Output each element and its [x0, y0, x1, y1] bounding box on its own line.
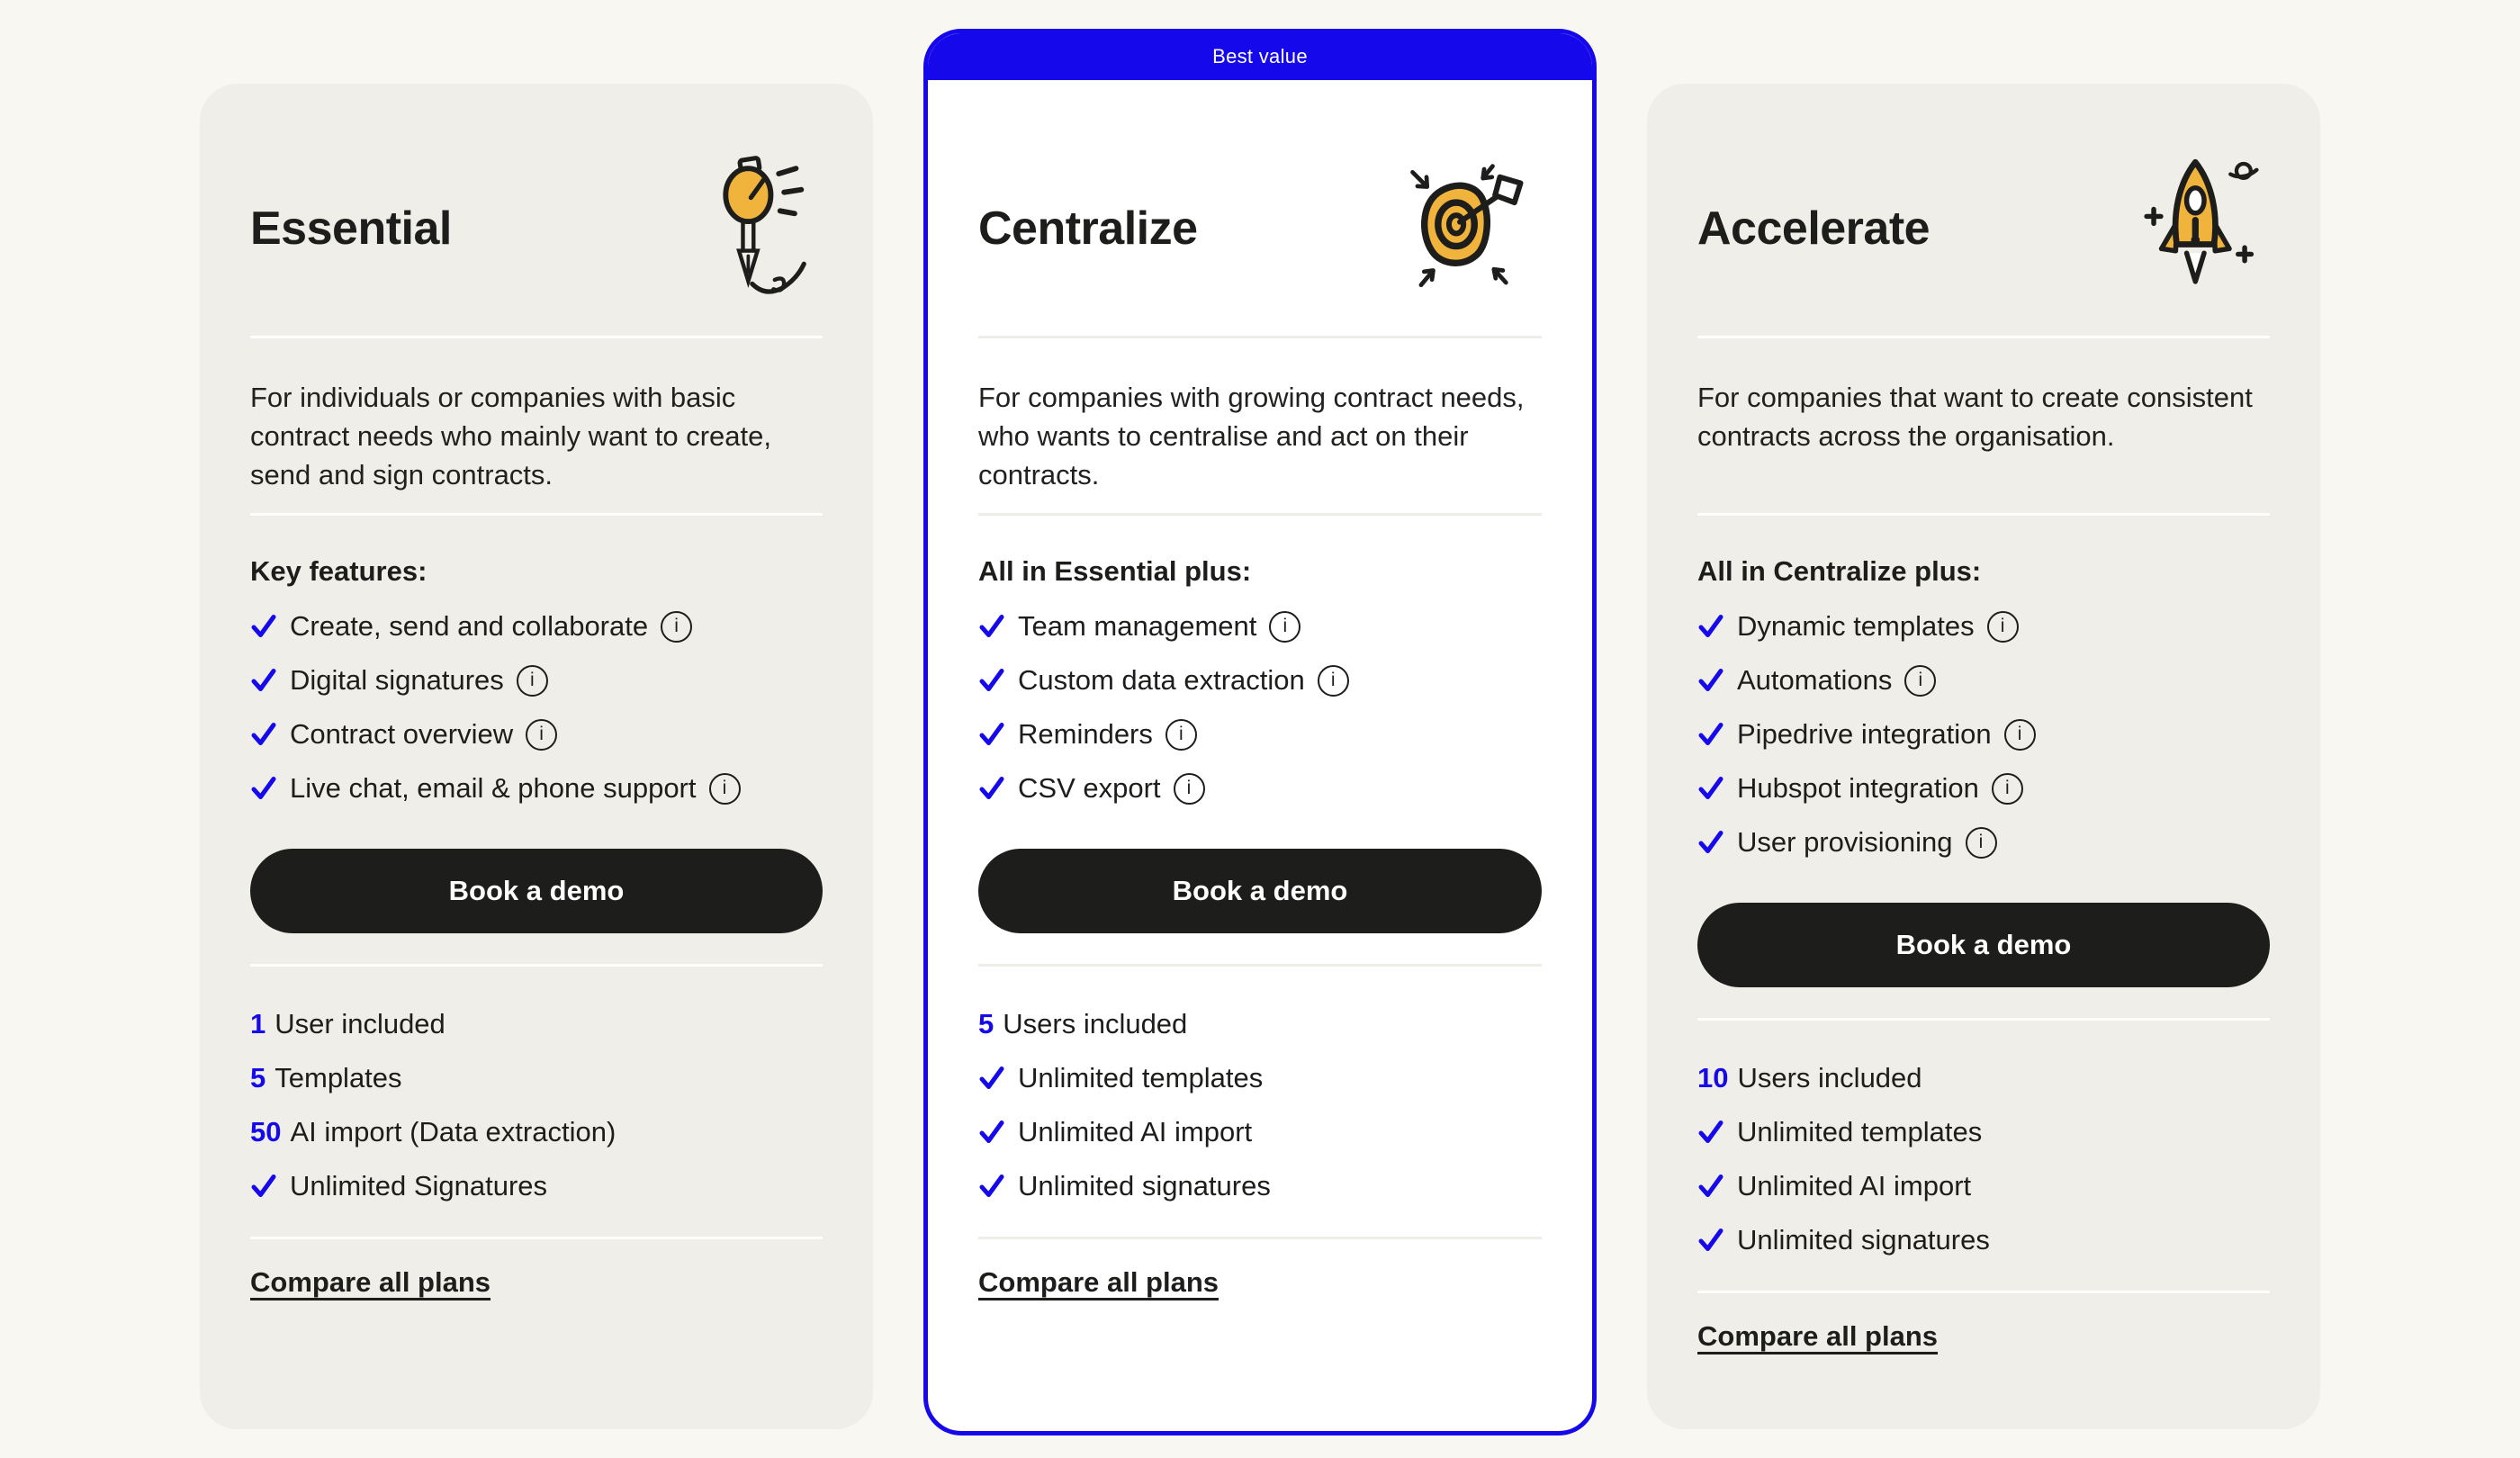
rocket-icon — [2138, 157, 2264, 302]
allowance-value: 5 — [250, 1062, 266, 1094]
allowance-row — [250, 1168, 823, 1204]
book-demo-button[interactable]: Book a demo — [978, 849, 1542, 933]
feature-list — [250, 609, 823, 806]
feature-label: Hubspot integration — [1737, 772, 1979, 804]
allowance-label: Unlimited signatures — [1018, 1170, 1271, 1202]
best-value-badge: Best value — [928, 33, 1592, 80]
check-icon — [250, 721, 277, 748]
plan-header — [1697, 152, 2270, 305]
divider — [250, 336, 823, 338]
target-icon — [1397, 161, 1536, 297]
check-icon — [1697, 1119, 1724, 1146]
divider — [1697, 1018, 2270, 1021]
feature-row — [978, 663, 1542, 698]
allowance-list — [1697, 1060, 2270, 1258]
plan-header — [978, 152, 1542, 305]
plan-description: For companies with growing contract needs, who wants to centralise and act on their contracts. — [978, 382, 1525, 490]
allowance-row — [1697, 1060, 2270, 1096]
allowance-row — [978, 1168, 1542, 1204]
allowance-label: Unlimited signatures — [1737, 1224, 1990, 1256]
allowance-label: Users included — [1003, 1008, 1188, 1040]
feature-label: Reminders — [1018, 718, 1153, 750]
check-icon — [1697, 1227, 1724, 1254]
info-icon[interactable]: i — [526, 719, 557, 751]
allowance-list — [250, 1006, 823, 1204]
allowance-row — [250, 1060, 823, 1096]
check-icon — [1697, 1173, 1724, 1200]
check-icon — [978, 1065, 1005, 1092]
check-icon — [250, 613, 277, 640]
divider — [1697, 1291, 2270, 1293]
plan-title: Accelerate — [1697, 202, 1930, 255]
feature-label: CSV export — [1018, 772, 1161, 804]
allowance-label: Templates — [274, 1062, 402, 1094]
info-icon[interactable]: i — [1166, 719, 1197, 751]
info-icon[interactable]: i — [661, 611, 692, 643]
allowance-label: Unlimited templates — [1018, 1062, 1264, 1094]
allowance-label: Users included — [1737, 1062, 1922, 1094]
info-icon[interactable]: i — [1269, 611, 1300, 643]
divider — [978, 1237, 1542, 1239]
check-icon — [978, 721, 1005, 748]
feature-row — [978, 609, 1542, 644]
allowance-row — [1697, 1222, 2270, 1258]
info-icon[interactable]: i — [1987, 611, 2019, 643]
allowance-label: Unlimited templates — [1737, 1116, 1983, 1148]
allowance-label: Unlimited AI import — [1018, 1116, 1253, 1148]
check-icon — [250, 1173, 277, 1200]
check-icon — [1697, 613, 1724, 640]
feature-label: Automations — [1737, 664, 1893, 696]
plan-card-accelerate — [1647, 84, 2320, 1429]
check-icon — [1697, 667, 1724, 694]
info-icon[interactable]: i — [2004, 719, 2036, 751]
feature-label: Custom data extraction — [1018, 664, 1305, 696]
check-icon — [1697, 721, 1724, 748]
feature-row — [1697, 771, 2270, 806]
feature-row — [1697, 717, 2270, 752]
check-icon — [1697, 775, 1724, 802]
allowance-row — [978, 1114, 1542, 1150]
divider — [1697, 336, 2270, 338]
divider — [250, 1237, 823, 1239]
allowance-value: 1 — [250, 1008, 266, 1040]
feature-row — [1697, 609, 2270, 644]
feature-label: Create, send and collaborate — [290, 610, 649, 642]
allowance-label: AI import (Data extraction) — [290, 1116, 616, 1148]
allowance-row — [250, 1114, 823, 1150]
feature-row — [250, 717, 823, 752]
feature-row — [250, 609, 823, 644]
info-icon[interactable]: i — [517, 665, 548, 697]
plan-card-centralize — [923, 29, 1597, 1436]
divider — [978, 964, 1542, 967]
compare-all-plans-link[interactable]: Compare all plans — [250, 1266, 491, 1298]
feature-label: Live chat, email & phone support — [290, 772, 697, 804]
feature-list — [978, 609, 1542, 806]
allowance-label: Unlimited Signatures — [290, 1170, 548, 1202]
feature-row — [1697, 825, 2270, 860]
feature-row — [978, 771, 1542, 806]
feature-row — [250, 663, 823, 698]
plan-description: For companies that want to create consistent contracts across the organisation. — [1697, 382, 2253, 452]
allowance-row — [1697, 1114, 2270, 1150]
pen-icon — [691, 155, 817, 303]
divider — [250, 964, 823, 967]
divider — [978, 336, 1542, 338]
book-demo-button[interactable]: Book a demo — [1697, 903, 2270, 987]
compare-all-plans-link[interactable]: Compare all plans — [1697, 1320, 1939, 1352]
allowance-value: 5 — [978, 1008, 994, 1040]
feature-label: Team management — [1018, 610, 1257, 642]
feature-label: User provisioning — [1737, 826, 1953, 858]
check-icon — [978, 667, 1005, 694]
features-heading: Key features: — [250, 555, 428, 587]
feature-row — [1697, 663, 2270, 698]
feature-label: Pipedrive integration — [1737, 718, 1992, 750]
divider — [1697, 513, 2270, 516]
info-icon[interactable]: i — [1904, 665, 1936, 697]
allowance-row — [978, 1006, 1542, 1042]
plan-title: Essential — [250, 202, 452, 255]
info-icon[interactable]: i — [1318, 665, 1349, 697]
allowance-row — [1697, 1168, 2270, 1204]
plan-header — [250, 152, 823, 305]
check-icon — [978, 1173, 1005, 1200]
check-icon — [978, 613, 1005, 640]
feature-label: Contract overview — [290, 718, 514, 750]
allowance-row — [978, 1060, 1542, 1096]
plan-description: For individuals or companies with basic contract needs who mainly want to create, send and sign contracts. — [250, 382, 771, 490]
plan-card-essential — [200, 84, 873, 1429]
features-heading: All in Essential plus: — [978, 555, 1252, 587]
feature-list — [1697, 609, 2270, 860]
info-icon[interactable]: i — [1966, 827, 1997, 859]
features-heading: All in Centralize plus: — [1697, 555, 1982, 587]
allowance-value: 10 — [1697, 1062, 1729, 1094]
allowance-label: Unlimited AI import — [1737, 1170, 1972, 1202]
check-icon — [250, 667, 277, 694]
info-icon[interactable]: i — [1992, 773, 2023, 805]
divider — [978, 513, 1542, 516]
allowance-list — [978, 1006, 1542, 1204]
allowance-label: User included — [274, 1008, 446, 1040]
check-icon — [978, 1119, 1005, 1146]
divider — [250, 513, 823, 516]
check-icon — [1697, 829, 1724, 856]
book-demo-button[interactable]: Book a demo — [250, 849, 823, 933]
feature-label: Dynamic templates — [1737, 610, 1975, 642]
plan-title: Centralize — [978, 202, 1198, 255]
check-icon — [250, 775, 277, 802]
allowance-value: 50 — [250, 1116, 282, 1148]
feature-row — [978, 717, 1542, 752]
feature-label: Digital signatures — [290, 664, 504, 696]
check-icon — [978, 775, 1005, 802]
compare-all-plans-link[interactable]: Compare all plans — [978, 1266, 1220, 1298]
info-icon[interactable]: i — [709, 773, 741, 805]
info-icon[interactable]: i — [1174, 773, 1205, 805]
allowance-row — [250, 1006, 823, 1042]
feature-row — [250, 771, 823, 806]
